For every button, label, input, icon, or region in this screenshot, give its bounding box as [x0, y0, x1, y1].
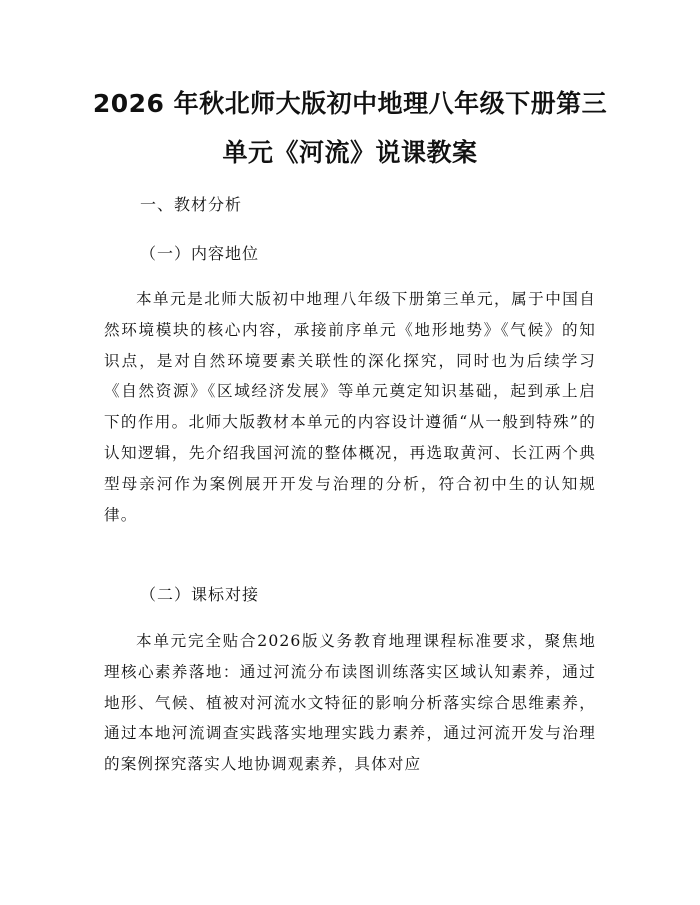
section-heading-textbook-analysis: 一、教材分析 [140, 195, 243, 214]
document-title-line-2: 单元《河流》说课教案 [222, 138, 478, 167]
paragraph-curriculum-alignment: 本单元完全贴合2026版义务教育地理课程标准要求，聚焦地理核心素养落地：通过河流分布读图训练落实区域认知素养，通过地形、气候、植被对河流水文特征的影响分析落实综合思维素养，通过本地河流调查实践落实地理实践力素养，通过河流开发与治理的案例探究落实人地协调观素养，具体对应 [104, 632, 596, 774]
document-title-line-1: 2026 年秋北师大版初中地理八年级下册第三 [92, 89, 608, 118]
subsection-heading-curriculum-alignment: （二）课标对接 [140, 585, 260, 604]
subsection-heading-content-position: （一）内容地位 [140, 244, 260, 263]
paragraph-content-position: 本单元是北师大版初中地理八年级下册第三单元，属于中国自然环境模块的核心内容，承接前序单元《地形地势》《气候》的知识点，是对自然环境要素关联性的深化探究，同时也为后续学习《自然资源》《区域经济发展》等单元奠定知识基础，起到承上启下的作用。北师大版教材本单元的内容设计遵循“从一般到特殊”的认知逻辑，先介绍我国河流的整体概况，再选取黄河、长江两个典型母亲河作为案例展开开发与治理的分析，符合初中生的认知规律。 [104, 290, 596, 524]
